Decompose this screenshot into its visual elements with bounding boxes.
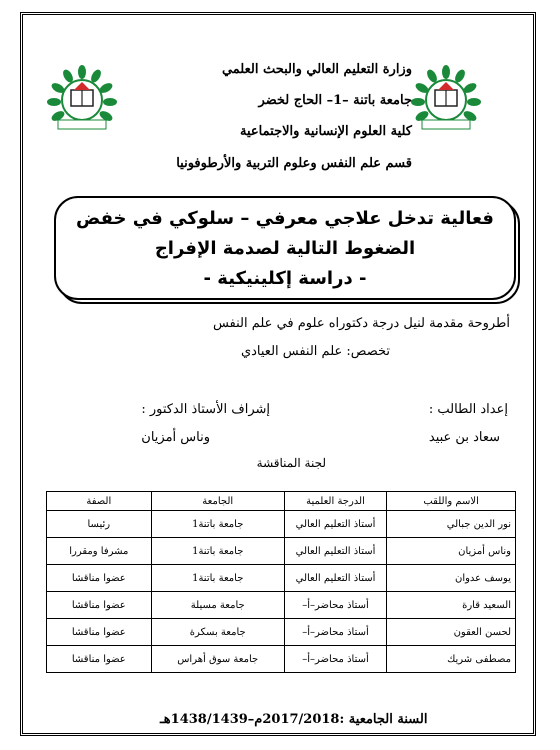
department-name: قسم علم النفس وعلوم التربية والأرطوفونيا [176, 156, 412, 171]
member-name: السعيد قارة [387, 592, 516, 619]
header-role: الصفة [47, 492, 152, 511]
header-degree: الدرجة العلمية [284, 492, 386, 511]
member-degree: أستاذ التعليم العالي [284, 565, 386, 592]
table-row [47, 538, 516, 565]
thesis-purpose: أطروحة مقدمة لنيل درجة دكتوراه علوم في علم النفس [212, 316, 510, 331]
thesis-specialty: تخصص: علم النفس العيادي [240, 344, 390, 359]
member-university: جامعة مسيلة [151, 592, 284, 619]
member-role: عضوا مناقشا [47, 565, 152, 592]
table-row [47, 592, 516, 619]
member-degree: أستاذ محاضر–أ– [284, 646, 386, 673]
member-name: مصطفى شريك [387, 646, 516, 673]
member-degree: أستاذ محاضر–أ– [284, 592, 386, 619]
thesis-title-line-3: - دراسة إكلينيكية - [203, 268, 367, 289]
supervisor-name: وناس أمزيان [141, 430, 210, 445]
prepared-by-label: إعداد الطالب : [428, 402, 508, 417]
member-university: جامعة سوق أهراس [151, 646, 284, 673]
member-degree: أستاذ محاضر–أ– [284, 619, 386, 646]
member-role: رئيسا [47, 511, 152, 538]
member-university: جامعة باتنة1 [151, 538, 284, 565]
table-row [47, 511, 516, 538]
member-name: نور الدين جبالي [387, 511, 516, 538]
member-degree: أستاذ التعليم العالي [284, 511, 386, 538]
faculty-name: كلية العلوم الإنسانية والاجتماعية [240, 124, 412, 139]
member-role: عضوا مناقشا [47, 619, 152, 646]
committee-table [46, 491, 516, 673]
member-name: يوسف عدوان [387, 565, 516, 592]
university-logo-right [408, 64, 484, 134]
member-role: مشرفا ومقررا [47, 538, 152, 565]
ministry-name: وزارة التعليم العالي والبحث العلمي [221, 62, 412, 77]
header-university: الجامعة [151, 492, 284, 511]
member-name: لحسن العقون [387, 619, 516, 646]
thesis-title-line-1: فعالية تدخل علاجي معرفي – سلوكي في خفض [76, 208, 494, 229]
thesis-title-line-2: الضغوط التالية لصدمة الإفراج [154, 238, 416, 259]
member-degree: أستاذ التعليم العالي [284, 538, 386, 565]
supervisor-label: إشراف الأستاذ الدكتور : [141, 402, 270, 417]
member-university: جامعة باتنة1 [151, 511, 284, 538]
table-row [47, 646, 516, 673]
member-university: جامعة بسكرة [151, 619, 284, 646]
member-university: جامعة باتنة1 [151, 565, 284, 592]
student-name: سعاد بن عبيد [428, 430, 500, 445]
header-name: الاسم واللقب [387, 492, 516, 511]
member-role: عضوا مناقشا [47, 592, 152, 619]
thesis-title-box [54, 196, 516, 300]
committee-title: لجنة المناقشة [256, 456, 326, 470]
committee-header-row [47, 492, 516, 511]
member-role: عضوا مناقشا [47, 646, 152, 673]
table-row [47, 619, 516, 646]
university-name: جامعة باتنة –1– الحاج لخضر [258, 93, 412, 108]
member-name: وناس أمزيان [387, 538, 516, 565]
table-row [47, 565, 516, 592]
university-logo-left [44, 64, 120, 134]
academic-year: السنة الجامعية :2017/2018م–1438/1439هـ [160, 712, 428, 727]
